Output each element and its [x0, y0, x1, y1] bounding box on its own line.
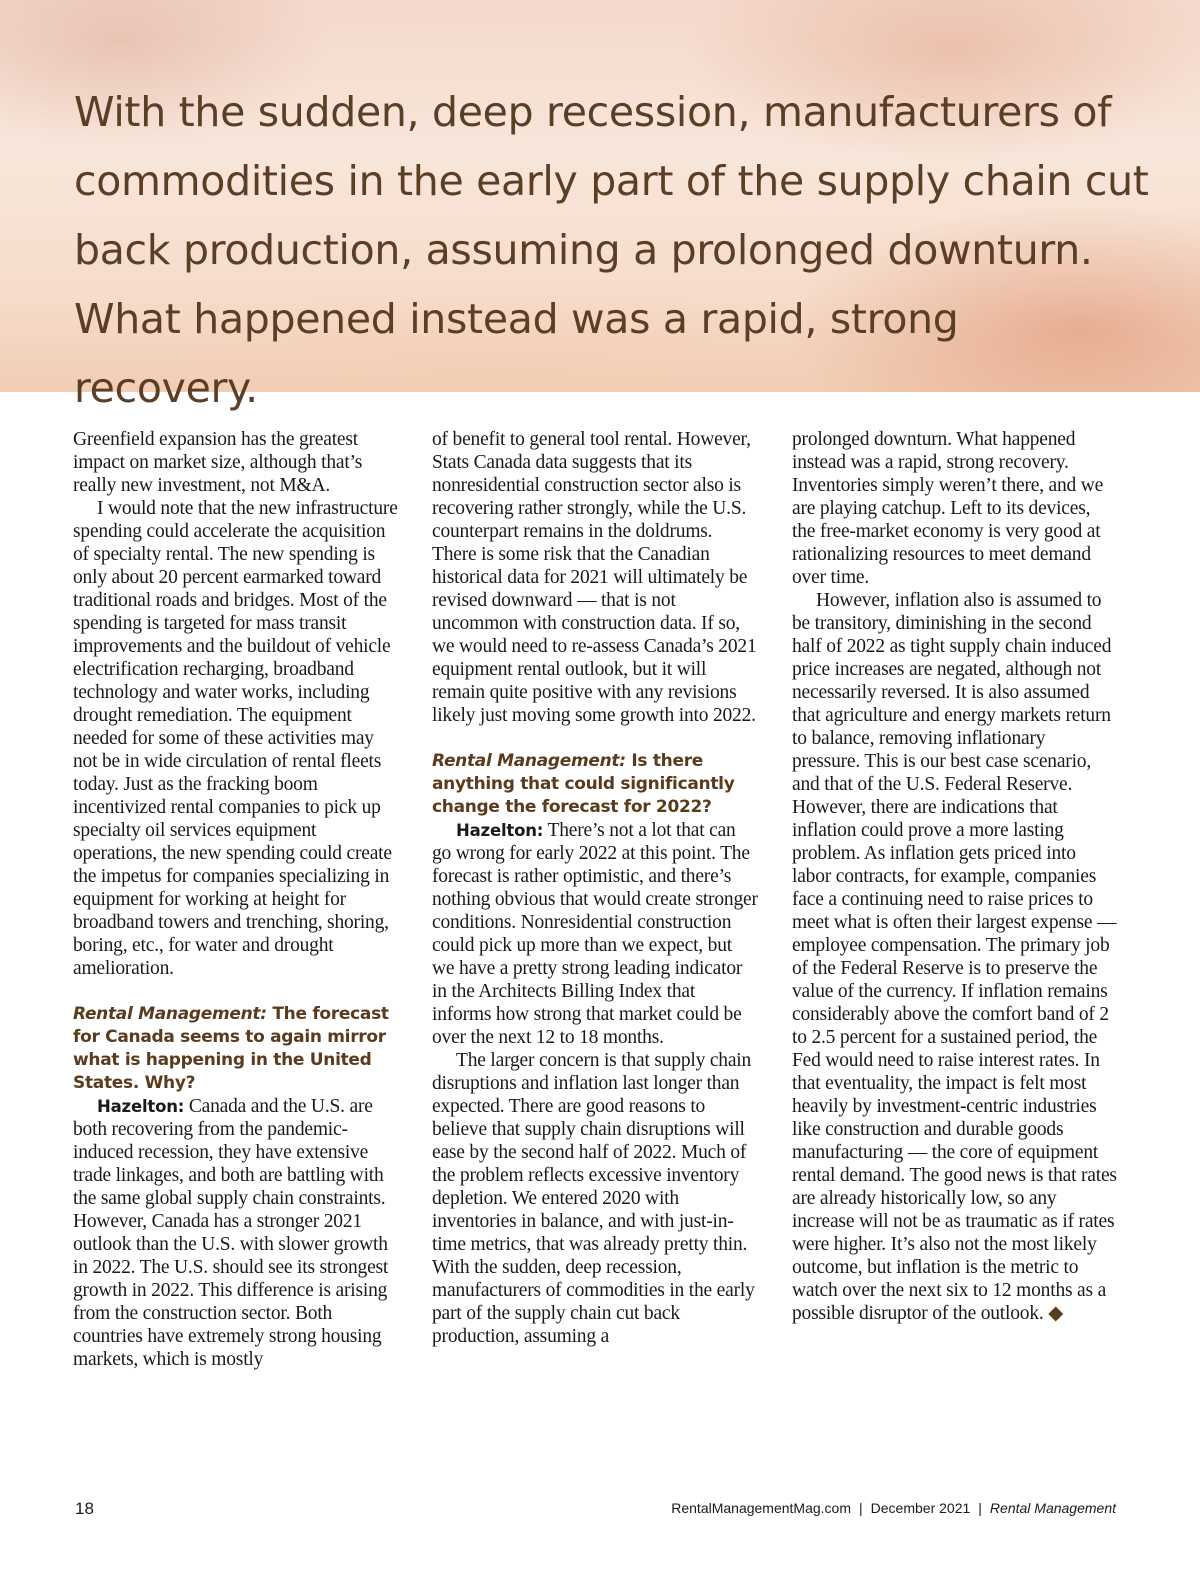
article-column-2: [432, 428, 758, 1348]
page-footer: [671, 1500, 1116, 1516]
interview-answer: [432, 819, 758, 1049]
end-of-article-icon: ◆: [1048, 1303, 1064, 1324]
question-text: Is there anything that could significantly change the forecast for 2022?: [432, 751, 735, 817]
paragraph: [792, 589, 1118, 1325]
paragraph: Greenfield expansion has the greatest impact on market size, although that’s really new investment, not M&A.: [73, 429, 363, 496]
paragraph: prolonged downturn. What happened instead was a rapid, strong recovery. Inventories simply weren’t there, and we are playing catchup. Left to its devices, the free-market economy is very good at rationalizing resources to meet demand over time.: [792, 429, 1104, 588]
paragraph: I would note that the new infrastructure spending could accelerate the acquisition of specialty rental. The new spending is only about 20 percent earmarked toward traditional roads and bridges. Most of the spending is targeted for mass transit improvements and the buildout of vehicle electrification recharging, broadband technology and water works, including drought remediation. The equipment needed for some of these activities may not be in wide circulation of rental fleets today. Just as the fracking boom incentivized rental companies to pick up specialty oil services equipment operations, the new spending could create the impetus for companies specializing in equipment for working at height for broadband towers and trenching, shoring, boring, etc., for water and drought amelioration.: [73, 498, 398, 979]
footer-issue: December 2021: [870, 1500, 971, 1516]
pull-quote: With the sudden, deep recession, manufacturers of commodities in the early part of the supply chain cut back production, assuming a prolonged downturn. What happened instead was a rapid, strong recovery.: [74, 88, 1149, 412]
interview-answer: [73, 1095, 399, 1371]
question-label: Rental Management:: [73, 1004, 267, 1024]
paragraph-text: However, inflation also is assumed to be transitory, diminishing in the second half of 2022 as tight supply chain induced price increases are negated, although not necessarily reversed. It is also assumed that agriculture and energy markets return to balance, removing inflationary pressure. This is our best case scenario, and that of the U.S. Federal Reserve. However, there are indications that inflation could prove a more lasting problem. As inflation gets priced into labor contracts, for example, companies face a continuing need to raise prices to meet what is often their largest expense — employee compensation. The primary job of the Federal Reserve is to preserve the value of the currency. If inflation remains considerably above the comfort band of 2 to 2.5 percent for a sustained period, the Fed would need to raise interest rates. In that eventuality, the impact is felt most heavily by investment-centric industries like construction and durable goods manufacturing — the core of equipment rental demand. The good news is that rates are already historically low, so any increase will not be as traumatic as if rates were higher. It’s also not the most likely outcome, but inflation is the metric to watch over the next six to 12 months as a possible disruptor of the outlook.: [792, 590, 1117, 1324]
article-column-1: [73, 428, 399, 1371]
answer-text: There’s not a lot that can go wrong for early 2022 at this point. The forecast is rather optimistic, and there’s nothing obvious that would create stronger conditions. Nonresidential construction could pick up more than we expect, but we have a pretty strong leading indicator in the Architects Billing Index that informs how strong that market could be over the next 12 to 18 months.: [432, 820, 758, 1048]
interview-question: [73, 1003, 399, 1095]
footer-magazine: Rental Management: [989, 1500, 1116, 1516]
question-label: Rental Management:: [432, 751, 626, 771]
interview-question: [432, 750, 758, 819]
pull-quote-banner: [0, 0, 1200, 412]
footer-website: RentalManagementMag.com: [671, 1500, 852, 1516]
question-text: The forecast for Canada seems to again mirror what is happening in the United States. Why?: [73, 1004, 389, 1093]
speaker-label: Hazelton:: [456, 821, 544, 840]
speaker-label: Hazelton:: [97, 1097, 185, 1116]
page-number: 18: [75, 1499, 94, 1518]
footer-separator: |: [978, 1500, 982, 1516]
answer-text: Canada and the U.S. are both recovering from the pandemic-induced recession, they have extensive trade linkages, and both are battling with the same global supply chain constraints. However, Canada has a stronger 2021 outlook than the U.S. with slower growth in 2022. The U.S. should see its strongest growth in 2022. This difference is arising from the construction sector. Both countries have extremely strong housing markets, which is mostly: [73, 1096, 389, 1370]
paragraph: of benefit to general tool rental. However, Stats Canada data suggests that its nonresidential construction sector also is recovering rather strongly, while the U.S. counterpart remains in the doldrums. There is some risk that the Canadian historical data for 2021 will ultimately be revised downward — that is not uncommon with construction data. If so, we would need to re-assess Canada’s 2021 equipment rental outlook, but it will remain quite positive with any revisions likely just moving some growth into 2022.: [432, 429, 757, 726]
article-column-3: [792, 428, 1118, 1325]
footer-separator: |: [859, 1500, 863, 1516]
paragraph: The larger concern is that supply chain disruptions and inflation last longer than expected. There are good reasons to believe that supply chain disruptions will ease by the second half of 2022. Much of the problem reflects excessive inventory depletion. We entered 2020 with inventories in balance, and with just-in-time metrics, that was already pretty thin. With the sudden, deep recession, manufacturers of commodities in the early part of the supply chain cut back production, assuming a: [432, 1050, 755, 1347]
